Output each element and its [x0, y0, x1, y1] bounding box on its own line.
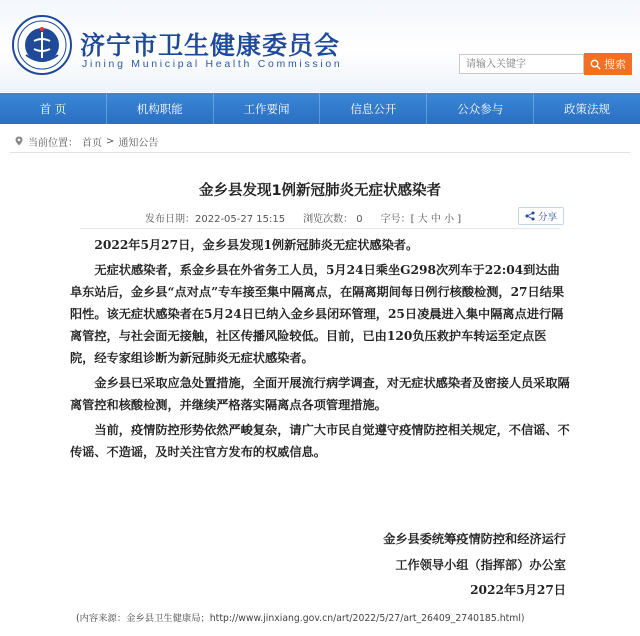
- main-nav: [0, 93, 640, 124]
- share-icon: [525, 211, 535, 221]
- breadcrumb: [14, 133, 158, 149]
- view-count: 浏览次数： 0: [303, 214, 363, 225]
- paragraph-2: 无症状感染者，系金乡县在外省务工人员，5月24日乘坐G298次列车于22:04到达曲阜东站后，金乡县“点对点”专车接至集中隔离点，在隔离期间每日例行核酸检测，27日结果阳性。该无症状感染者在5月24日已纳入金乡县闭环管理，25日凌晨进入集中隔离点进行隔离管控，与社会面无接触，社区传播风险较低。目前，已由120负压救护车转运至定点医院，经专家组诊断为新冠肺炎无症状感染者。: [70, 263, 565, 365]
- share-button[interactable]: [518, 207, 564, 225]
- meta-divider: [80, 228, 560, 229]
- signature-org-line2: 工作领导小组（指挥部）办公室: [395, 558, 566, 572]
- font-size-control: [381, 210, 462, 225]
- nav-item-news[interactable]: 工作要闻: [214, 93, 321, 124]
- site-subtitle: Jining Municipal Health Commission: [82, 58, 343, 70]
- article-title: 金乡县发现1例新冠肺炎无症状感染者: [198, 183, 442, 199]
- search-icon: [590, 59, 601, 70]
- breadcrumb-divider: [10, 152, 630, 153]
- search-input[interactable]: [459, 54, 584, 74]
- paragraph-4: 当前，疫情防控形势依然严峻复杂，请广大市民自觉遵守疫情防控相关规定，不信谣、不传谣、不造谣，及时关注官方发布的权威信息。: [70, 423, 570, 459]
- publish-date: 发布日期：2022-05-27 15:15: [145, 214, 286, 225]
- paragraph-1: 2022年5月27日，金乡县发现1例新冠肺炎无症状感染者。: [94, 238, 419, 252]
- signature-org-line1: 金乡县委统筹疫情防控和经济运行: [383, 532, 566, 546]
- signature-date: 2022年5月27日: [470, 583, 566, 597]
- site-title[interactable]: 济宁市卫生健康委员会: [80, 31, 341, 60]
- paragraph-3: 金乡县已采取应急处置措施，全面开展流行病学调查，对无症状感染者及密接人员采取隔离管控和核酸检测，并继续严格落实隔离点各项管理措施。: [70, 376, 570, 412]
- nav-item-participation[interactable]: 公众参与: [427, 93, 534, 124]
- breadcrumb-home[interactable]: 首页: [82, 137, 102, 149]
- site-header: [0, 0, 640, 92]
- breadcrumb-current[interactable]: 通知公告: [118, 137, 159, 149]
- search-button[interactable]: [584, 53, 632, 75]
- nav-item-home[interactable]: 首 页: [0, 93, 107, 124]
- share-label: 分享: [537, 212, 557, 223]
- content-source[interactable]: (内容来源：金乡县卫生健康局；http://www.jinxiang.gov.cn/art/2022/5/27/art_26409_2740185.html): [76, 613, 525, 624]
- article-body: [70, 234, 570, 466]
- nav-item-policies[interactable]: 政策法规: [564, 101, 611, 116]
- search-button-label: 搜索: [604, 58, 626, 71]
- font-size-label: 字号：: [380, 214, 411, 225]
- commission-logo-icon[interactable]: [12, 15, 72, 75]
- breadcrumb-prefix: 当前位置：: [28, 137, 78, 149]
- location-icon: [14, 136, 24, 146]
- font-size-options[interactable]: [ 大 中 小 ]: [410, 214, 462, 225]
- nav-item-disclosure[interactable]: 信息公开: [320, 93, 427, 124]
- article-meta: [145, 210, 461, 225]
- breadcrumb-separator: >: [106, 135, 115, 147]
- nav-item-functions[interactable]: 机构职能: [107, 93, 214, 124]
